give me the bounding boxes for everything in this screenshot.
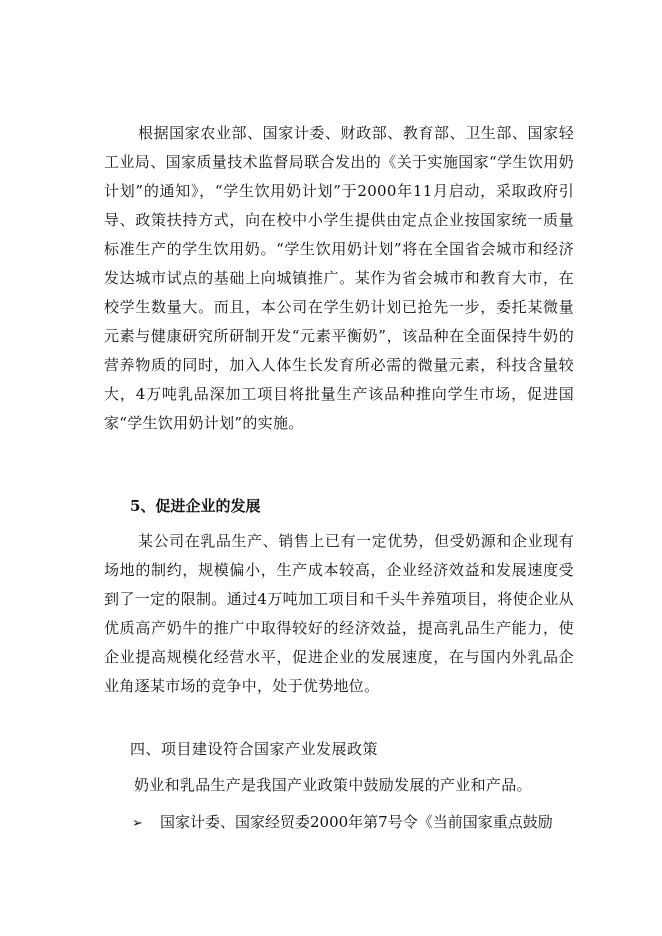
bullet-text: 国家计委、国家经贸委2000年第7号令《当前国家重点鼓励 <box>160 813 553 831</box>
paragraph-enterprise-development: 某公司在乳品生产、销售上已有一定优势，但受奶源和企业现有场地的制约，规模偏小，生产成本较高，企业经济效益和发展速度受到了一定的限制。通过4万吨加工项目和千头牛养殖项目，将使企业从优质高产奶牛的推广中取得较好的经济效益，提高乳品生产能力，使企业提高规模化经营水平，促进企业的发展速度，在与国内外乳品企业角逐某市场的竞争中，处于优势地位。 <box>104 532 574 695</box>
arrowhead-bullet-icon: ➢ <box>132 816 143 831</box>
paragraph-dairy-encouraged: 奶业和乳品生产是我国产业政策中鼓励发展的产业和产品。 <box>134 776 532 794</box>
paragraph-student-milk-plan: 根据国家农业部、国家计委、财政部、教育部、卫生部、国家轻工业局、国家质量技术监督局联合发出的《关于实施国家“学生饮用奶计划”的通知》，“学生饮用奶计划”于2000年11月启动，采取政府引导、政策扶持方式，向在校中小学生提供由定点企业按国家统一质量标准生产的学生饮用奶。“学生饮用奶计划”将在全国省会城市和经济发达城市试点的基础上向城镇推广。某作为省会城市和教育大市，在校学生数量大。而且，本公司在学生奶计划已抢先一步，委托某微量元素与健康研究所研制开发“元素平衡奶”，该品种在全面保持牛奶的营养物质的同时，加入人体生长发育所必需的微量元素，科技含量较大，4万吨乳品深加工项目将批量生产该品种推向学生市场，促进国家“学生饮用奶计划”的实施。 <box>104 124 574 432</box>
section-heading-industry-policy: 四、项目建设符合国家产业发展政策 <box>130 740 379 758</box>
section-heading-promote-enterprise: 5、促进企业的发展 <box>130 497 261 515</box>
bullet-item <box>132 808 582 838</box>
